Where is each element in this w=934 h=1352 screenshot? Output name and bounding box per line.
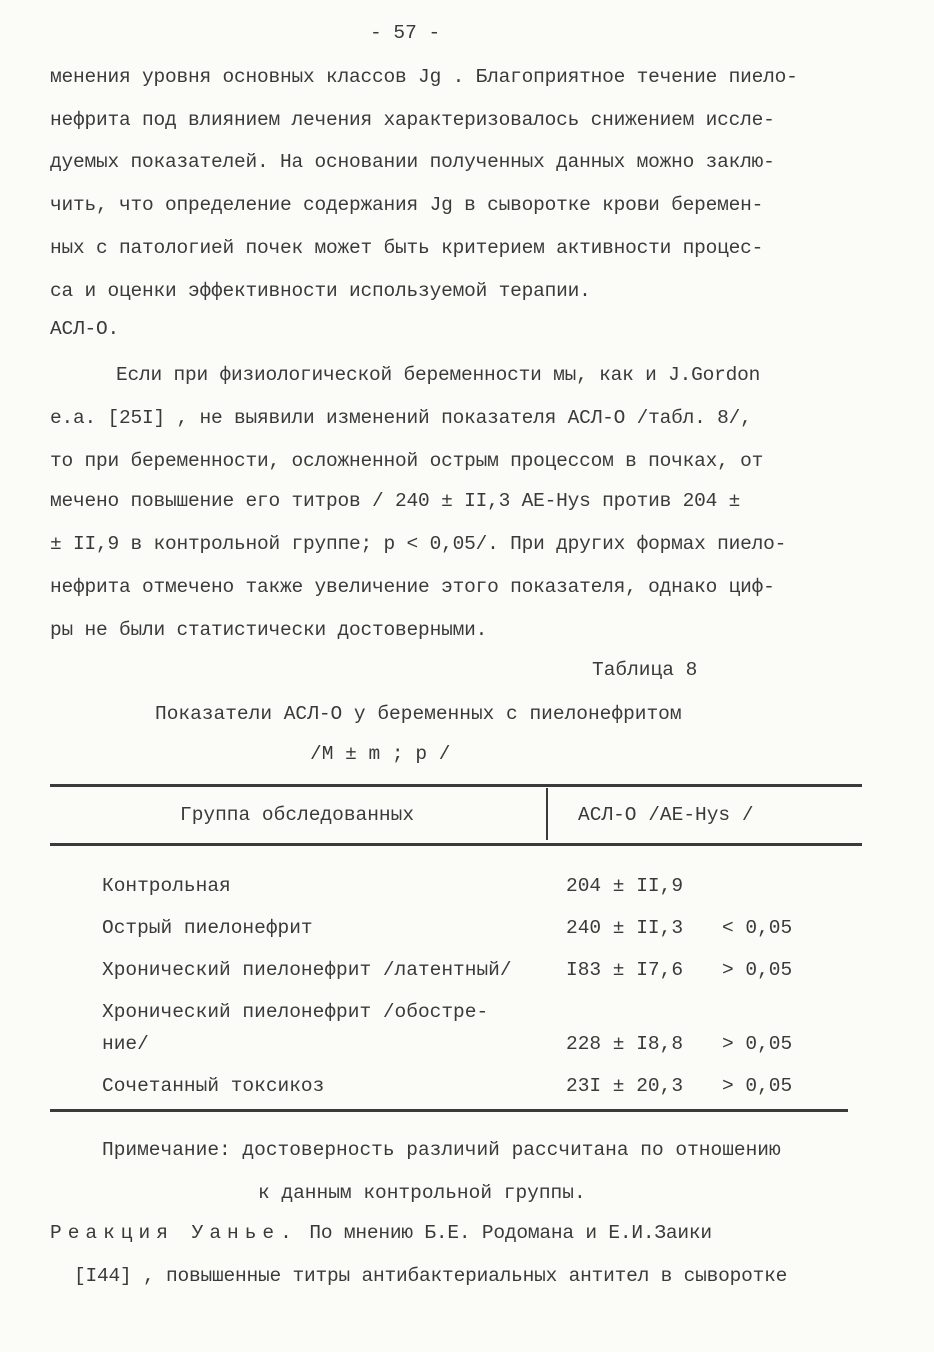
table-subtitle: /М ± m ; p / (310, 743, 451, 765)
row-p-value: > 0,05 (722, 1033, 793, 1055)
text-line: чить, что определение содержания Jg в сыворотке крови беремен- (50, 194, 764, 216)
text-line: са и оценки эффективности используемой терапии. (50, 280, 591, 302)
text-line: дуемых показателей. На основании полученных данных можно заклю- (50, 151, 775, 173)
text-fragment: По мнению Б.Е. Родомана и Е.И.Заики (309, 1222, 712, 1244)
text-line: менения уровня основных классов Jg . Благоприятное течение пиело- (50, 66, 798, 88)
text-line: нефрита под влиянием лечения характеризовалось снижением иссле- (50, 109, 775, 131)
text-line: ± II,9 в контрольной группе; p < 0,05/. При других формах пиело- (50, 533, 787, 555)
text-line: ры не были статистически достоверными. (50, 619, 488, 641)
table-header-rule (50, 843, 862, 846)
table-header-divider (546, 788, 548, 840)
section-heading: АСЛ-О. (50, 318, 120, 340)
text-line (50, 1222, 712, 1244)
text-line: нефрита отмечено также увеличение этого показателя, однако циф- (50, 576, 775, 598)
table-note-continued: к данным контрольной группы. (258, 1182, 586, 1204)
row-value: I83 ± I7,6 (566, 959, 684, 981)
text-line: ных с патологией почек может быть критерием активности процес- (50, 237, 764, 259)
text-line: то при беременности, осложненной острым процессом в почках, от (50, 450, 764, 472)
row-p-value: > 0,05 (722, 1075, 793, 1097)
row-p-value: < 0,05 (722, 917, 793, 939)
table-bottom-rule (50, 1109, 848, 1112)
text-line: мечено повышение его титров / 240 ± II,3 АЕ-Hys против 204 ± (50, 490, 741, 512)
row-value: 228 ± I8,8 (566, 1033, 684, 1055)
row-group: Хронический пиелонефрит /латентный/ (102, 959, 512, 981)
row-p-value: > 0,05 (722, 959, 793, 981)
table-note: Примечание: достоверность различий рассчитана по отношению (102, 1139, 781, 1161)
text-line: e.a. [25I] , не выявили изменений показателя АСЛ-О /табл. 8/, (50, 407, 752, 429)
row-value: 23I ± 20,3 (566, 1075, 684, 1097)
text-line: [I44] , повышенные титры антибактериальных антител в сыворотке (74, 1265, 788, 1287)
row-value: 204 ± II,9 (566, 875, 684, 897)
row-group-continued: ние/ (102, 1033, 149, 1055)
row-group: Острый пиелонефрит (102, 917, 313, 939)
table-top-rule (50, 784, 862, 787)
row-group: Сочетанный токсикоз (102, 1075, 325, 1097)
text-line: Если при физиологической беременности мы, как и J.Gordon (116, 364, 761, 386)
spaced-lead-term: Реакция Уанье. (50, 1222, 298, 1244)
table-label: Таблица 8 (592, 659, 698, 681)
column-header-value: АСЛ-О /АЕ-Hys / (578, 804, 754, 826)
page-number: - 57 - (370, 22, 441, 44)
column-header-group: Группа обследованных (180, 804, 415, 826)
row-group: Хронический пиелонефрит /обостре- (102, 1001, 489, 1023)
table-title: Показатели АСЛ-О у беременных с пиелонефритом (155, 703, 682, 725)
row-group: Контрольная (102, 875, 231, 897)
row-value: 240 ± II,3 (566, 917, 684, 939)
